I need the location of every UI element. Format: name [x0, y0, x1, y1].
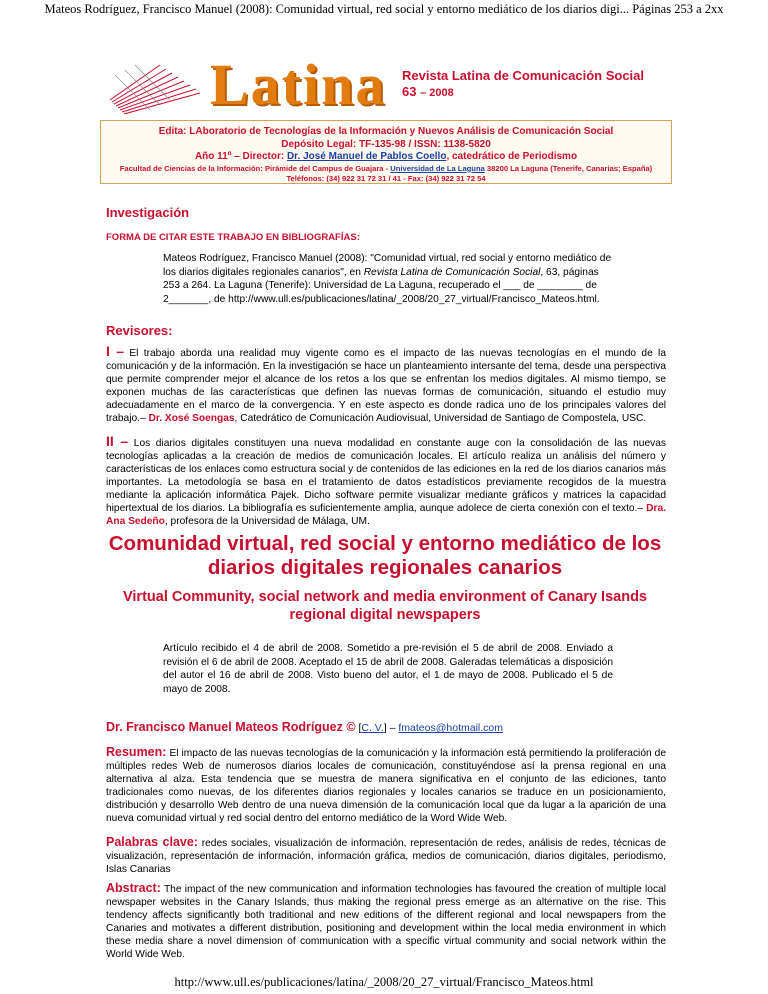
abstract: Abstract: The impact of the new communication and information technologies has favoured the creation of multiple local newspaper websites in the Canary Islands, thus making the regional press emerge as an alternative on the rise. This tendency affects significantly both traditional and new editions of the different regional and local newspapers from the Canaries and motivates a different distribution, positioning and development within the local media environment in which these media share a novel dimension of communication with a specific virtual community and social network within the World Wide Web. [106, 881, 666, 960]
legal-line: Depósito Legal: TF-135-98 / ISSN: 1138-5820 [281, 138, 491, 150]
citation: Mateos Rodríguez, Francisco Manuel (2008): "Comunidad virtual, red social y entorno mediático de los diarios digitales regionales canarios", en Revista Latina de Comunicación Social, 63, páginas 253 a 264. La Laguna (Tenerife): Universidad de La Laguna, recuperado el ___ de ________ de 2_______, de http://www.ull.es/publicaciones/latina/_2008/20_27_virtual/Francisco_Mateos.html. [163, 253, 612, 305]
article-title: Comunidad virtual, red social y entorno mediático de los diarios digitales regionales canarios [108, 532, 662, 579]
director-line: Año 11º – Director: Dr. José Manuel de Pablos Coello, catedrático de Periodismo [194, 151, 578, 162]
journal-name: Revista Latina de Comunicación Social [402, 68, 645, 83]
email-link[interactable]: fmateos@hotmail.com [398, 722, 503, 734]
resumen: Resumen: El impacto de las nuevas tecnologías de la comunicación y la información está permitiendo la proliferación de múltiples redes Web de numerosos diarios locales de comunicación, constituyéndose así la prensa regional en una alternativa al alza. Esta tendencia que se muestra de manera significativa en el conjunto de las ediciones, tanto tradicionales como nuevas, de los diferentes diarios regionales y locales canarios se traduce en un posicionamiento, distribución y desarrollo Web dentro de una nueva dimensión de la comunicación local que da lugar a la aparición de una nueva comunidad virtual y red social dentro del entorno mediático de la Word Wide Web. [106, 745, 666, 824]
director-link[interactable]: Dr. José Manuel de Pablos Coello [286, 151, 447, 162]
publisher-infobox [100, 120, 672, 184]
latina-logo [100, 52, 390, 120]
university-link[interactable]: Universidad de La Laguna [390, 163, 485, 173]
section-heading: Investigación [106, 205, 190, 220]
address-line: Facultad de Ciencias de la Información: Pirámide del Campus de Guajara - Universidad de La Laguna 38200 La Laguna (Tenerife, Canarias; España) [119, 163, 653, 173]
author-line: Dr. Francisco Manuel Mateos Rodríguez © [C. V.] – fmateos@hotmail.com [106, 720, 503, 734]
cite-heading: FORMA DE CITAR ESTE TRABAJO EN BIBLIOGRAFÍAS: [106, 232, 360, 243]
palabras-clave: Palabras clave: redes sociales, visualización de información, representación de redes, análisis de redes, técnicas de visualización, representación de información, información gráfica, medios de comunicación, diarios digitales, periodismo, Islas Canarias [106, 835, 666, 875]
review-2: II – Los diarios digitales constituyen una nueva modalidad en constante auge con la consolidación de las nuevas tecnologías aplicadas a la creación de medios de comunicación locales. El artículo realiza un análisis del número y características de los enlaces como estructura social y de contenidos de las ediciones en la red de los diarios canarios más importantes. La metodología se basa en el tratamiento de datos estadísticos previamente recogidos de la muestra mediante la aplicación informática Pajek. Dicho software permite visualizar mediante gráficos y matrices la capacidad hipertextual de los diarios. La bibliografía es suficientemente amplia, aunque adolece de cierta conexión con el texto.– Dra. Ana Sedeño, profesora de la Universidad de Málaga, UM. [106, 433, 666, 527]
publisher-line: Edita: LAboratorio de Tecnologías de la Información y Nuevos Análisis de Comunicación Social [158, 126, 614, 137]
logo-graphic [100, 55, 220, 120]
phone-line: Teléfonos: (34) 922 31 72 31 / 41 - Fax: (34) 922 31 72 54 [286, 173, 486, 183]
cv-link[interactable]: C. V. [361, 722, 384, 734]
journal-title [402, 68, 644, 101]
article-subtitle: Virtual Community, social network and media environment of Canary Isands regional digital newspapers [122, 589, 647, 623]
journal-issue: 63 [402, 84, 417, 99]
print-header: Mateos Rodríguez, Francisco Manuel (2008): Comunidad virtual, red social y entorno mediático de los diarios digi... Páginas 253 a 2xx [44, 2, 724, 16]
reviewers-heading: Revisores: [106, 323, 173, 338]
logo-wordmark: Latina [210, 52, 387, 117]
review-1: I – El trabajo aborda una realidad muy vigente como es el impacto de las nuevas tecnologías en el mundo de la comunicación y de la información. En la investigación se hace un planteamiento intersante del tema, desde una perspectiva que permite comprender mejor el alcance de los retos a los que se enfrentan los medios digitales. Al mismo tiempo, se exponen muchas de las características que definen las nuevas formas de comunicación, situando el estudio muy adecuadamente en el marco de la convergencia. Y en este aspecto es donde radica uno de los principales valores del trabajo.– Dr. Xosé Soengas, Catedrático de Comunicación Audiovisual, Universidad de Santiago de Compostela, USC. [106, 343, 666, 424]
received-dates: Artículo recibido el 4 de abril de 2008. Sometido a pre-revisión el 5 de abril de 2008. Enviado a revisión el 6 de abril de 2008. Aceptado el 15 de abril de 2008. Galeradas telemáticas a disposición del autor el 16 de abril de 2008. Visto bueno del autor, el 1 de mayo de 2008. Publicado el 5 de mayo de 2008. [163, 643, 613, 695]
print-footer-url: http://www.ull.es/publicaciones/latina/_2008/20_27_virtual/Francisco_Mateos.html [174, 975, 594, 989]
journal-year: – 2008 [420, 87, 454, 99]
